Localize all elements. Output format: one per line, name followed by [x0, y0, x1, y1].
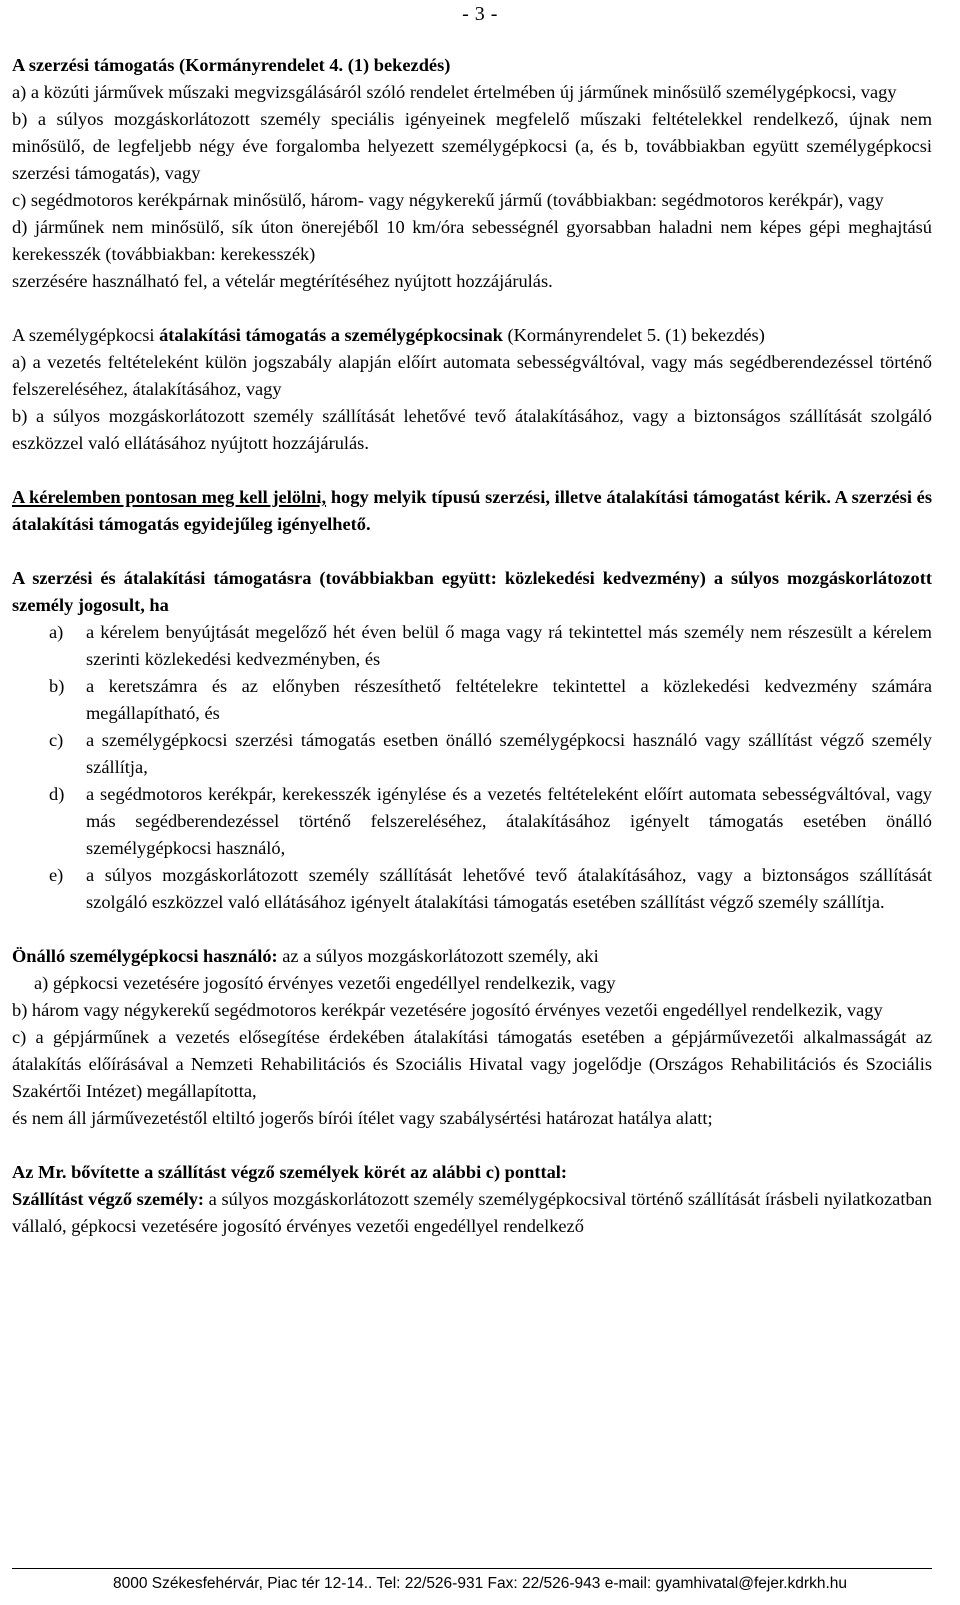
paragraph-item-a: a) gépkocsi vezetésére jogosító érvényes vezetői engedéllyel rendelkezik, vagy [34, 973, 616, 993]
paragraph-item-a: a) a vezetés feltételeként külön jogszabály alapján előírt automata sebességváltóval, vagy más segédberendezéssel történő felszereléséhez, átalakításához, vagy [12, 352, 932, 399]
list-item [12, 619, 932, 673]
section-request-note [12, 484, 932, 538]
paragraph-closing: és nem áll járművezetéstől eltiltó jogerős bírói ítélet vagy szabálysértési határozat hatálya alatt; [12, 1108, 713, 1128]
paragraph-item-a: a) a közúti járművek műszaki megvizsgálásáról szóló rendelet értelmében új járműnek minősülő személygépkocsi, vagy [12, 82, 897, 102]
list-text: a súlyos mozgáskorlátozott személy szállítását lehetővé tevő átalakításához, vagy a biztonságos szállítását szolgáló eszközzel való ellátásához igényelt átalakítási támogatás esetében szállítást végző személy szállítja. [86, 865, 932, 912]
paragraph-item-c: c) a gépjárműnek a vezetés elősegítése érdekében átalakítási támogatás esetében a gépjárművezetői alkalmasságát az átalakítás előírásával a Nemzeti Rehabilitációs és Szociális Hivatal vagy jogelődje (Országos Rehabilitációs és Szociális Szakértői Intézet) megállapította, [12, 1027, 932, 1101]
definition-term: Önálló személygépkocsi használó: [12, 946, 278, 966]
eligibility-list [12, 619, 932, 916]
section-intro [12, 322, 932, 349]
request-note [12, 484, 932, 538]
list-text: a személygépkocsi szerzési támogatás esetben önálló személygépkocsi használó vagy szállítást végző személy szállítja, [86, 730, 932, 777]
section-independent-user [12, 943, 932, 1132]
paragraph-item-b: b) három vagy négykerekű segédmotoros kerékpár vezetésére jogosító érvényes vezetői engedéllyel rendelkezik, vagy [12, 1000, 883, 1020]
section-eligibility [12, 565, 932, 916]
list-marker: a) [49, 622, 64, 642]
intro-text: A személygépkocsi [12, 325, 160, 345]
definition-text: az a súlyos mozgáskorlátozott személy, aki [277, 946, 599, 966]
list-marker: c) [49, 730, 64, 750]
list-marker: d) [49, 784, 65, 804]
definition-text: a súlyos mozgáskorlátozott személy személygépkocsival történő szállítását írásbeli nyilatkozatban vállaló, gépkocsi vezetésére jogosító érvényes vezetői engedéllyel rendelkező [12, 1189, 932, 1236]
paragraph-item-d: d) járműnek nem minősülő, sík úton önerejéből 10 km/óra sebességnél gyorsabban haladni nem képes gépi meghajtású kerekesszék (továbbiakban: kerekesszék) [12, 217, 932, 264]
list-item [12, 862, 932, 916]
list-text: a segédmotoros kerékpár, kerekesszék igénylése és a vezetés feltételeként előírt automata sebességváltóval, vagy más segédberendezéssel történő felszereléséhez, átalakításához igényelt támogatás esetében önálló személygépkocsi használó, [86, 784, 932, 858]
section-transporter [12, 1159, 932, 1240]
note-text: hogy melyik típusú szerzési, illetve átalakítási támogatást kérik. A szerzési és átalakítási támogatás egyidejűleg igényelhető. [12, 487, 932, 534]
section-heading: Az Mr. bővítette a szállítást végző személyek körét az alábbi c) ponttal: [12, 1162, 567, 1182]
section-conversion-support [12, 322, 932, 457]
list-text: a kérelem benyújtását megelőző hét éven belül ő maga vagy rá tekintettel más személy nem részesült a kérelem szerinti közlekedési kedvezményben, és [86, 622, 932, 669]
underlined-text: A kérelemben pontosan meg kell jelölni, [12, 487, 327, 507]
list-text: a keretszámra és az előnyben részesíthető feltételekre tekintettel a közlekedési kedvezmény számára megállapítható, és [86, 676, 932, 723]
intro-reference: (Kormányrendelet 5. (1) bekezdés) [502, 325, 765, 345]
definition [12, 943, 932, 970]
list-item [12, 781, 932, 862]
paragraph-closing: szerzésére használható fel, a vételár megtérítéséhez nyújtott hozzájárulás. [12, 271, 553, 291]
list-item [12, 727, 932, 781]
footer-divider [12, 1568, 932, 1569]
definition-term: Szállítást végző személy: [12, 1189, 205, 1209]
definition [12, 1186, 932, 1240]
list-marker: b) [49, 676, 65, 696]
eligibility-intro: A szerzési és átalakítási támogatásra (továbbiakban együtt: közlekedési kedvezmény) a súlyos mozgáskorlátozott személy jogosult, ha [12, 568, 932, 615]
document-body [12, 52, 932, 1240]
section-acquisition-support [12, 52, 932, 295]
list-item [12, 673, 932, 727]
paragraph-item-b: b) a súlyos mozgáskorlátozott személy szállítását lehetővé tevő átalakításához, vagy a biztonságos szállítását szolgáló eszközzel való ellátásához nyújtott hozzájárulás. [12, 406, 932, 453]
section-heading: A szerzési támogatás (Kormányrendelet 4. (1) bekezdés) [12, 55, 451, 75]
page-number: - 3 - [462, 3, 498, 25]
paragraph-item-c: c) segédmotoros kerékpárnak minősülő, három- vagy négykerekű jármű (továbbiakban: segédmotoros kerékpár), vagy [12, 190, 884, 210]
footer-contact: 8000 Székesfehérvár, Piac tér 12-14.. Tel: 22/526-931 Fax: 22/526-943 e-mail: gyamhivatal@fejer.kdrkh.hu [112, 1575, 848, 1592]
paragraph-item-b: b) a súlyos mozgáskorlátozott személy speciális igényeinek megfelelő műszaki feltételekkel rendelkező, újnak nem minősülő, de legfeljebb négy éve forgalomba helyezett személygépkocsi (a, és b, továbbiakban együtt személygépkocsi szerzési támogatás), vagy [12, 109, 932, 183]
list-marker: e) [49, 865, 64, 885]
intro-bold: átalakítási támogatás a személygépkocsinak [159, 325, 503, 345]
